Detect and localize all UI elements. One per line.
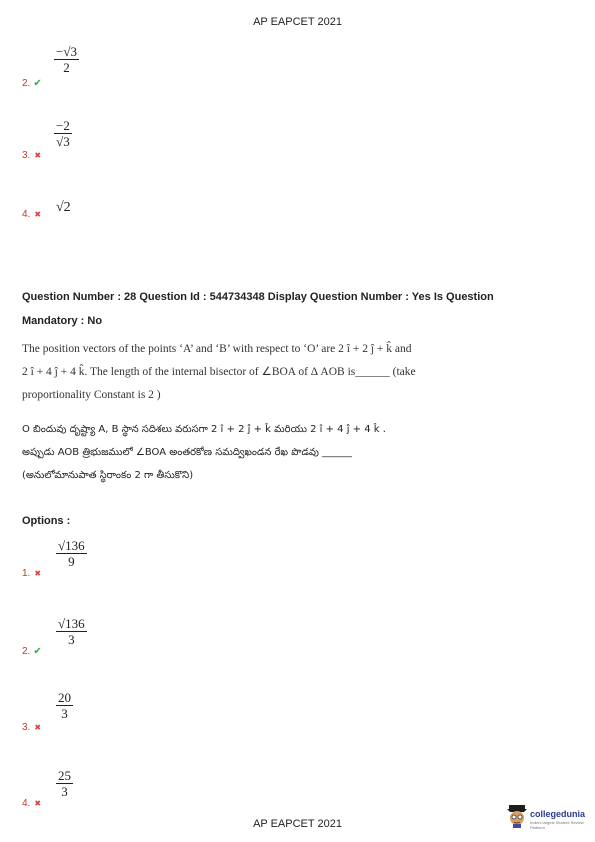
question-meta-line2: Mandatory : No xyxy=(22,315,103,327)
option-3-fraction xyxy=(56,690,73,722)
question-telugu-line: O బిందువు దృష్ట్యా A, B స్థాన సదిశలు వరుసగా 2 î + 2 ĵ + k̂ మరియు 2 î + 4 ĵ + 4 k̂ . xyxy=(22,424,386,435)
cross-icon: ✖ xyxy=(34,723,42,732)
fraction-denominator: 9 xyxy=(68,554,75,569)
fraction-numerator: √136 xyxy=(58,616,85,631)
fraction-numerator: −√3 xyxy=(56,44,77,59)
fraction-denominator: 3 xyxy=(68,632,75,647)
prev-option-4-value: √2 xyxy=(56,200,71,215)
option-number: 2. xyxy=(22,646,31,657)
fraction-denominator: 2 xyxy=(63,60,70,75)
option-number: 1. xyxy=(22,568,31,579)
option-2 xyxy=(22,616,142,666)
page-footer: AP EAPCET 2021 xyxy=(253,818,342,830)
option-4-label xyxy=(22,798,41,809)
cross-icon: ✖ xyxy=(34,210,42,219)
prev-option-4-label xyxy=(22,209,41,220)
option-3-label xyxy=(22,722,41,733)
option-2-fraction xyxy=(56,616,87,648)
cross-icon: ✖ xyxy=(34,151,42,160)
option-number: 4. xyxy=(22,209,31,220)
prev-option-3-label xyxy=(22,150,41,161)
fraction-numerator: 25 xyxy=(58,768,71,783)
option-4 xyxy=(22,768,142,818)
prev-option-3-fraction xyxy=(54,118,72,150)
check-icon: ✔ xyxy=(33,78,42,89)
question-english-line: proportionality Constant is 2 ) xyxy=(22,389,161,401)
fraction-numerator: √136 xyxy=(58,538,85,553)
option-number: 4. xyxy=(22,798,31,809)
fraction-numerator: 20 xyxy=(58,690,71,705)
prev-option-2-label xyxy=(22,78,42,89)
option-number: 2. xyxy=(22,78,31,89)
prev-option-2-fraction xyxy=(54,44,79,76)
cross-icon: ✖ xyxy=(34,799,42,808)
option-3 xyxy=(22,690,142,740)
options-heading: Options : xyxy=(22,515,71,527)
fraction-denominator: 3 xyxy=(61,784,68,799)
question-meta-line1: Question Number : 28 Question Id : 544734348 Display Question Number : Yes Is Question xyxy=(22,291,494,303)
option-number: 3. xyxy=(22,150,31,161)
question-telugu-line: అప్పుడు AOB త్రిభుజములో ∠BOA అంతరకోణ సమద్విఖండన రేఖ పొడవు ______ xyxy=(22,447,353,458)
question-text-english xyxy=(22,338,582,407)
option-1 xyxy=(22,538,142,588)
cross-icon: ✖ xyxy=(34,569,42,578)
prev-option-3 xyxy=(22,118,142,168)
question-text-telugu xyxy=(22,418,582,487)
logo-name: collegedunia xyxy=(530,809,586,819)
option-1-label xyxy=(22,568,41,579)
prev-option-4 xyxy=(22,198,142,228)
mascot-icon xyxy=(506,804,528,828)
option-number: 3. xyxy=(22,722,31,733)
question-telugu-line: (అనులోమానుపాత స్థిరాంకం 2 గా తీసుకొని) xyxy=(22,470,194,481)
fraction-numerator: −2 xyxy=(56,118,70,133)
collegedunia-logo xyxy=(506,804,591,830)
option-4-fraction xyxy=(56,768,73,800)
page-header: AP EAPCET 2021 xyxy=(253,16,342,28)
fraction-denominator: 3 xyxy=(61,706,68,721)
option-2-label xyxy=(22,646,42,657)
fraction-denominator: √3 xyxy=(56,134,70,149)
logo-tagline: India's largest Student Review Platform xyxy=(530,820,584,830)
option-1-fraction xyxy=(56,538,87,570)
question-english-line: 2 î + 4 ĵ + 4 k̂. The length of the internal bisector of ∠BOA of Δ AOB is______ (take xyxy=(22,366,416,378)
check-icon: ✔ xyxy=(33,646,42,657)
question-english-line: The position vectors of the points ‘A’ and ‘B’ with respect to ‘O’ are 2 î + 2 ĵ + k̂ and xyxy=(22,343,412,355)
prev-option-2 xyxy=(22,38,142,98)
